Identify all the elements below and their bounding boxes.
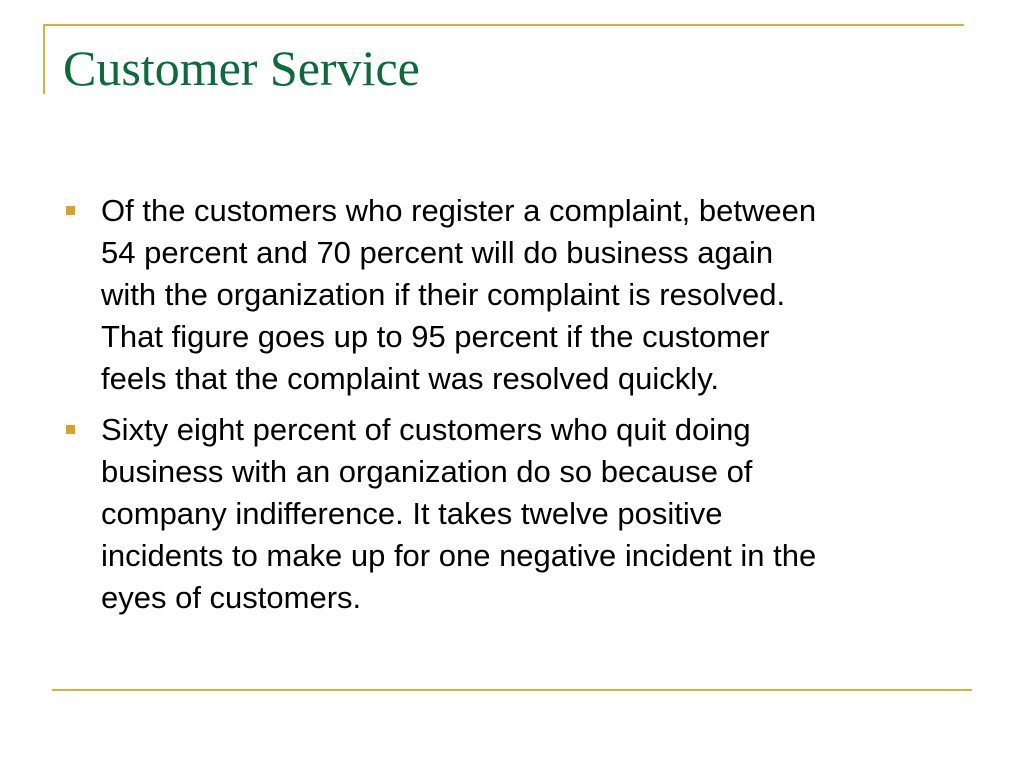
square-bullet-icon [66,425,75,434]
bullet-item [64,409,964,619]
slide-title: Customer Service [63,40,420,96]
bullet-item [64,190,964,400]
top-accent-line [43,24,964,26]
left-accent-line [43,24,45,94]
bullet-text: Sixty eight percent of customers who quit doing business with an organization do so because of company indifference. It takes twelve positive incidents to make up for one negative incident in the eyes of customers. [101,412,817,615]
square-bullet-icon [66,206,75,215]
bottom-accent-line [52,689,972,691]
bullet-text: Of the customers who register a complaint, between 54 percent and 70 percent will do business again with the organization if their complaint is resolved. That figure goes up to 95 percent if the customer feels that the complaint was resolved quickly. [101,193,817,396]
bullet-list [64,190,964,628]
